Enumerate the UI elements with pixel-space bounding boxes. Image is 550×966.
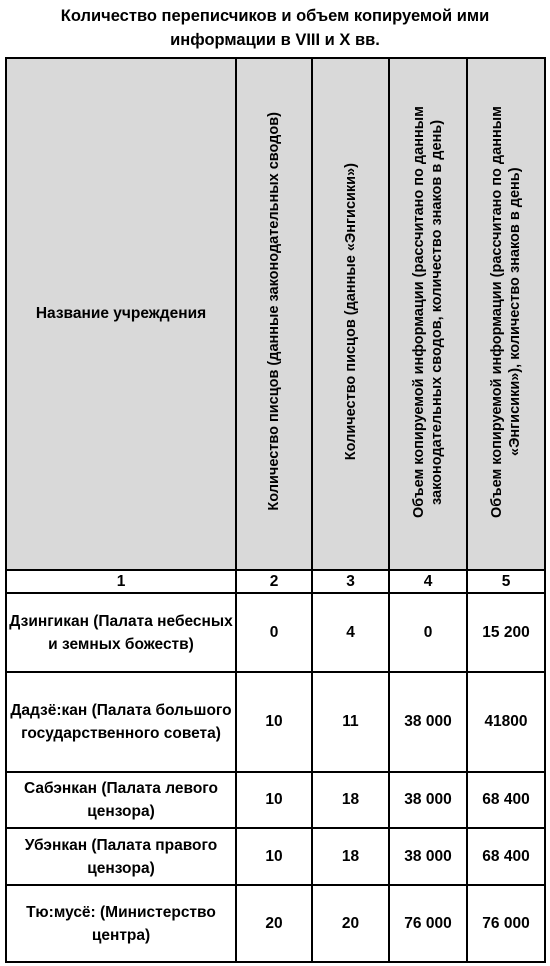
institution-cell: Дадзё:кан (Палата большого государственного совета): [6, 672, 236, 772]
table-cell: 18: [312, 828, 389, 885]
header-scribes-engishiki-text: Количество писцов (данные «Энгисики»): [342, 162, 359, 461]
institution-cell: Сабэнкан (Палата левого цензора): [6, 772, 236, 828]
title-line-1: Количество переписчиков и объем копируемой ими: [60, 7, 490, 25]
table-row: [6, 772, 545, 828]
table-row: [6, 672, 545, 772]
table-header-row: [6, 58, 545, 570]
table-cell: 0: [389, 593, 467, 672]
table-cell: 76 000: [467, 885, 545, 962]
table-cell: 68 400: [467, 772, 545, 828]
header-scribes-engishiki: [312, 58, 389, 570]
header-volume-engishiki: [467, 58, 545, 570]
column-number: 1: [6, 570, 236, 593]
table-row: [6, 885, 545, 962]
header-volume-codes-text: Объем копируемой информации (рассчитано по данным законодательных сводов, количество знаков в день): [411, 105, 445, 518]
table-cell: 10: [236, 772, 312, 828]
table-cell: 38 000: [389, 772, 467, 828]
header-scribes-codes-text: Количество писцов (данные законодательных сводов): [266, 112, 282, 511]
scribes-table: [5, 57, 546, 963]
institution-cell: Дзингикан (Палата небесных и земных божеств): [6, 593, 236, 672]
table-cell: 15 200: [467, 593, 545, 672]
table-cell: 18: [312, 772, 389, 828]
table-cell: 10: [236, 828, 312, 885]
document-title: [0, 4, 550, 52]
institution-cell: Убэнкан (Палата правого цензора): [6, 828, 236, 885]
table-cell: 4: [312, 593, 389, 672]
table-row: [6, 828, 545, 885]
table-cell: 11: [312, 672, 389, 772]
column-number-row: [6, 570, 545, 593]
header-volume-engishiki-text: Объем копируемой информации (рассчитано по данным «Энгисики»), количество знаков в день): [489, 105, 523, 518]
table-cell: 20: [236, 885, 312, 962]
table-cell: 41800: [467, 672, 545, 772]
header-institution: Название учреждения: [6, 58, 236, 570]
column-number: 4: [389, 570, 467, 593]
column-number: 3: [312, 570, 389, 593]
institution-cell: Тю:мусё: (Министерство центра): [6, 885, 236, 962]
table-cell: 0: [236, 593, 312, 672]
table-cell: 20: [312, 885, 389, 962]
table-cell: 68 400: [467, 828, 545, 885]
table-row: [6, 593, 545, 672]
header-volume-codes: [389, 58, 467, 570]
title-line-2: информации в VIII и X вв.: [170, 31, 380, 49]
table-cell: 38 000: [389, 672, 467, 772]
table-cell: 76 000: [389, 885, 467, 962]
column-number: 5: [467, 570, 545, 593]
table-cell: 10: [236, 672, 312, 772]
column-number: 2: [236, 570, 312, 593]
table-cell: 38 000: [389, 828, 467, 885]
header-scribes-codes: [236, 58, 312, 570]
